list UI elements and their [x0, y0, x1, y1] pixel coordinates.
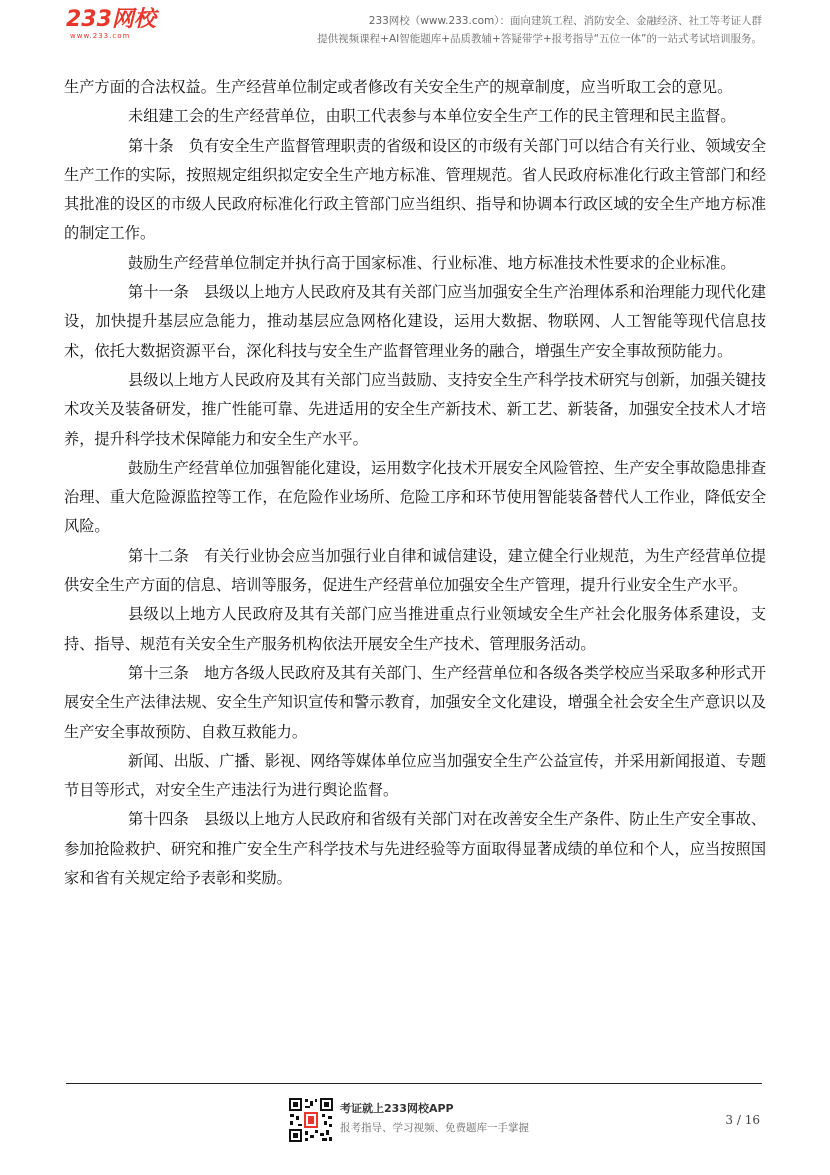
footer-app-promo	[340, 1100, 529, 1138]
brand-logo[interactable]	[66, 8, 156, 40]
tagline-line-1: 233网校（www.233.com）：面向建筑工程、消防安全、金融经济、社工等考证人群	[368, 15, 762, 27]
page-number: 3 / 16	[725, 1113, 760, 1127]
paragraph: 县级以上地方人民政府及其有关部门应当鼓励、支持安全生产科学技术研究与创新，加强关键技术攻关及装备研发，推广性能可靠、先进适用的安全生产新技术、新工艺、新装备，加强安全技术人才培养，提升科学技术保障能力和安全生产水平。	[64, 370, 766, 448]
paragraph: 鼓励生产经营单位加强智能化建设，运用数字化技术开展安全风险管控、生产安全事故隐患排查治理、重大危险源监控等工作，在危险作业场所、危险工序和环节使用智能装备替代人工作业，降低安全风险。	[64, 458, 766, 536]
footer-subtitle: 报考指导、学习视频、免费题库一手掌握	[340, 1122, 529, 1134]
logo-text: 233网校	[66, 7, 156, 32]
qr-code-icon[interactable]	[288, 1097, 334, 1143]
footer-title: 考证就上233网校APP	[340, 1102, 454, 1115]
paragraph: 新闻、出版、广播、影视、网络等媒体单位应当加强安全生产公益宣传，并采用新闻报道、专题节目等形式，对安全生产违法行为进行舆论监督。	[64, 751, 766, 800]
article-13: 第十三条 地方各级人民政府及其有关部门、生产经营单位和各级各类学校应当采取多种形式开展安全生产法律法规、安全生产知识宣传和警示教育，加强安全文化建设，增强全社会安全生产意识以及生产安全事故预防、自救互救能力。	[64, 663, 766, 741]
tagline-line-2: 提供视频课程+AI智能题库+品质教辅+答疑带学+报考指导“五位一体”的一站式考试培训服务。	[317, 33, 762, 45]
article-10: 第十条 负有安全生产监督管理职责的省级和设区的市级有关部门可以结合有关行业、领域安全生产工作的实际，按照规定组织拟定安全生产地方标准、管理规范。省人民政府标准化行政主管部门和经其批准的设区的市级人民政府标准化行政主管部门应当组织、指导和协调本行政区域的安全生产地方标准的制定工作。	[64, 136, 766, 243]
header-tagline	[317, 12, 762, 48]
article-11: 第十一条 县级以上地方人民政府及其有关部门应当加强安全生产治理体系和治理能力现代化建设，加快提升基层应急能力，推动基层应急网格化建设，运用大数据、物联网、人工智能等现代信息技术，依托大数据资源平台，深化科技与安全生产监督管理业务的融合，增强生产安全事故预防能力。	[64, 283, 766, 360]
paragraph: 鼓励生产经营单位制定并执行高于国家标准、行业标准、地方标准技术性要求的企业标准。	[128, 253, 736, 272]
article-14: 第十四条 县级以上地方人民政府和省级有关部门对在改善安全生产条件、防止生产安全事故、参加抢险救护、研究和推广安全生产科学技术与先进经验等方面取得显著成绩的单位和个人，应当按照国家和省有关规定给予表彰和奖励。	[64, 810, 766, 888]
page-header	[0, 0, 830, 60]
paragraph: 生产方面的合法权益。生产经营单位制定或者修改有关安全生产的规章制度，应当听取工会的意见。	[64, 78, 733, 96]
logo-url: www.233.com	[70, 32, 131, 40]
paragraph: 县级以上地方人民政府及其有关部门应当推进重点行业领域安全生产社会化服务体系建设，支持、指导、规范有关安全生产服务机构依法开展安全生产技术、管理服务活动。	[64, 605, 766, 653]
paragraph: 未组建工会的生产经营单位，由职工代表参与本单位安全生产工作的民主管理和民主监督。	[128, 107, 736, 126]
document-body	[64, 73, 766, 893]
article-12: 第十二条 有关行业协会应当加强行业自律和诚信建设，建立健全行业规范，为生产经营单位提供安全生产方面的信息、培训等服务，促进生产经营单位加强安全生产管理，提升行业安全生产水平。	[64, 546, 766, 595]
footer-divider	[66, 1083, 762, 1084]
